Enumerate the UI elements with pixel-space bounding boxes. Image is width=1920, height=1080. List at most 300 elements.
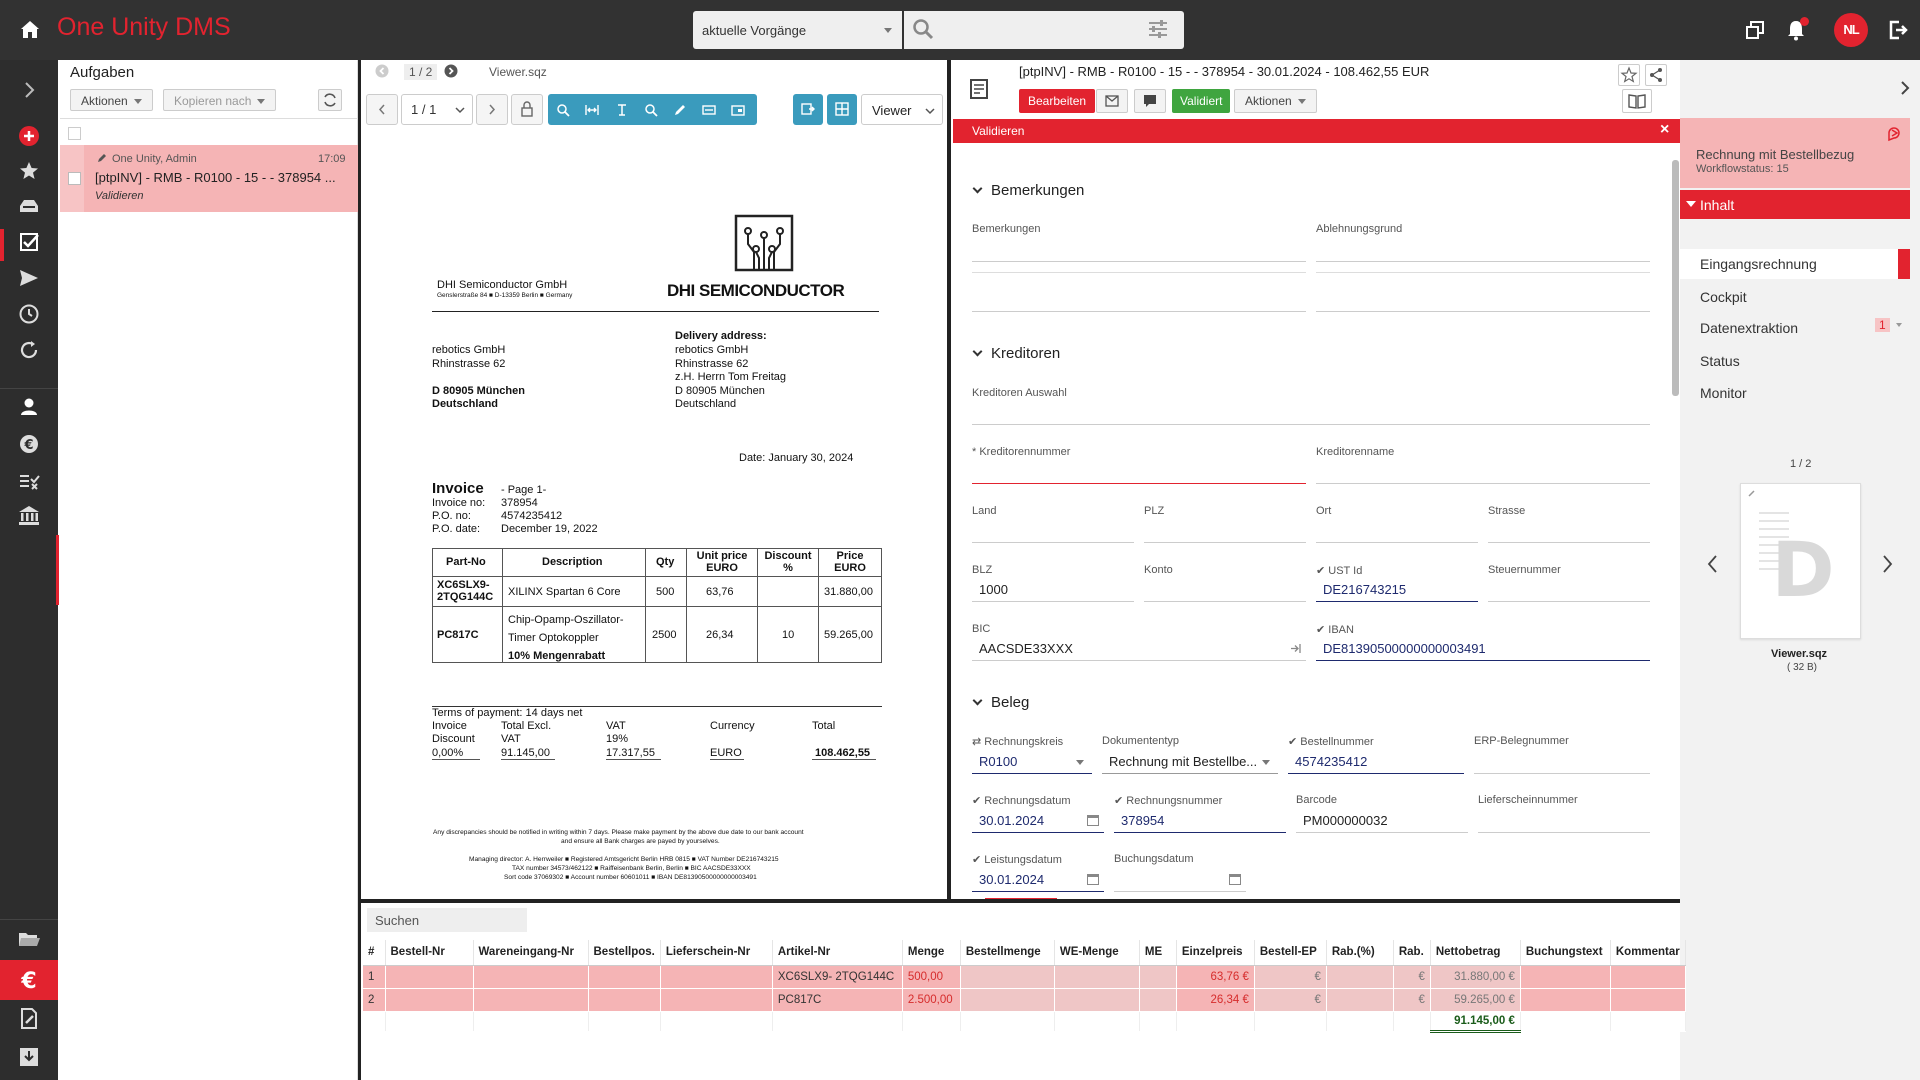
- doc-terms-value: 91.145,00: [501, 747, 550, 759]
- windows-icon[interactable]: [1745, 20, 1765, 40]
- rechnungsnummer-input[interactable]: 378954: [1114, 809, 1286, 833]
- sum-cell: [772, 1011, 902, 1031]
- label-rechnungskreis: ⇄ Rechnungskreis: [972, 736, 1064, 748]
- prev-document-icon[interactable]: [375, 64, 389, 78]
- book-icon[interactable]: [1622, 89, 1652, 113]
- rechnungskreis-select[interactable]: [972, 750, 1092, 774]
- section-creditors[interactable]: [972, 345, 1060, 362]
- steuernummer-input[interactable]: [1488, 578, 1650, 602]
- cell-buchungstext[interactable]: [1520, 988, 1610, 1011]
- workflow-status: Workflowstatus: 15: [1696, 163, 1789, 175]
- doc-table-rule: [686, 548, 687, 663]
- chevron-down-icon: [134, 99, 142, 104]
- cell-nettobetrag[interactable]: 59.265,00 €: [1430, 988, 1520, 1011]
- iban-input[interactable]: DE81390500000000003491: [1316, 637, 1650, 661]
- attachment-thumbnail[interactable]: [1740, 483, 1861, 639]
- lieferscheinnummer-input[interactable]: [1478, 809, 1650, 833]
- tasks-panel: [60, 60, 358, 1080]
- rp-item-monitor[interactable]: Monitor: [1700, 385, 1747, 401]
- col-header[interactable]: Buchungstext: [1520, 940, 1610, 965]
- section-receipt-label: Beleg: [991, 694, 1030, 711]
- doc-footer: TAX number 34573/462122 ■ Raiffeisenbank Berlin, Berlin ■ BIC AACSDE33XXX: [512, 865, 751, 872]
- doc-table-rule: [818, 548, 819, 663]
- section-remarks[interactable]: [972, 182, 1084, 199]
- comment-button[interactable]: [1134, 89, 1166, 113]
- logout-icon[interactable]: [1888, 20, 1908, 40]
- cell-buchungstext[interactable]: [1520, 965, 1610, 988]
- cell-bestellmenge[interactable]: [960, 988, 1054, 1011]
- sum-row: [363, 1011, 1685, 1031]
- col-header[interactable]: Rab.: [1393, 940, 1430, 965]
- scan-icon: [801, 102, 815, 116]
- label-leistungsdatum-text: Leistungsdatum: [984, 854, 1062, 866]
- chevron-down-icon: [454, 105, 466, 115]
- vorgang-select[interactable]: [693, 11, 902, 49]
- line-items-header-row: [363, 940, 1685, 965]
- bemerkungen-input[interactable]: [972, 238, 1306, 262]
- cell-lieferschein-nr[interactable]: [660, 965, 772, 988]
- doc-table-rule: [645, 548, 646, 663]
- col-header[interactable]: WE-Menge: [1054, 940, 1139, 965]
- doc-delivery-line: rebotics GmbH: [675, 344, 749, 356]
- cell-lieferschein-nr[interactable]: [660, 988, 772, 1011]
- attachment-pager: 1 / 2: [1790, 458, 1812, 470]
- label-buchungsdatum: Buchungsdatum: [1114, 853, 1194, 865]
- chevron-down-icon: [973, 696, 983, 706]
- col-header[interactable]: ME: [1139, 940, 1176, 965]
- doc-delivery-line: D 80905 München: [675, 385, 765, 397]
- doc-cell-disc: 10: [782, 629, 795, 641]
- doc-table-rule: [757, 548, 758, 663]
- inbox-tray-icon[interactable]: [16, 193, 42, 219]
- doc-table-rule: [432, 606, 882, 607]
- cell-bestellpos[interactable]: [588, 965, 660, 988]
- bank-icon[interactable]: [16, 503, 42, 529]
- viewer-mode-value: Viewer: [872, 103, 912, 118]
- viewer-filename: Viewer.sqz: [489, 65, 547, 79]
- doc-cell-qty: 500: [656, 586, 675, 598]
- label-erp-belegnummer: ERP-Belegnummer: [1474, 735, 1569, 747]
- col-header[interactable]: Menge: [902, 940, 960, 965]
- select-all-checkbox[interactable]: [68, 127, 81, 140]
- chevron-down-icon: [257, 99, 265, 104]
- doc-meta-value: 4574235412: [501, 510, 563, 522]
- document-edit-icon[interactable]: [16, 1006, 42, 1032]
- barcode-input[interactable]: PM000000032: [1296, 809, 1468, 833]
- col-header[interactable]: Bestellpos.: [588, 940, 660, 965]
- form-scrollbar[interactable]: [1672, 160, 1679, 396]
- label-dokumententyp: Dokumententyp: [1102, 735, 1180, 747]
- cell-kommentar[interactable]: [1610, 965, 1685, 988]
- label-konto: Konto: [1144, 564, 1173, 576]
- doc-logo-text: DHI SEMICONDUCTOR: [667, 281, 845, 300]
- task-title: [ptpINV] - RMB - R0100 - 15 - - 378954 ...: [95, 170, 336, 185]
- rechnungsdatum-input[interactable]: 30.01.2024: [972, 809, 1104, 833]
- tasks-title: Aufgaben: [70, 64, 135, 81]
- ust-id-input[interactable]: DE216743215: [1316, 578, 1478, 602]
- doc-underline: [710, 759, 744, 760]
- chevron-right-icon: [477, 95, 507, 124]
- line-items-search-input[interactable]: Suchen: [367, 908, 527, 932]
- share-icon[interactable]: [1645, 64, 1667, 86]
- annotate-pen-icon[interactable]: [673, 103, 687, 117]
- doc-meta-label: P.O. date:: [432, 523, 481, 535]
- land-input[interactable]: [972, 519, 1134, 543]
- rp-item-datenextraktion[interactable]: Datenextraktion: [1700, 320, 1799, 336]
- ort-input[interactable]: [1316, 519, 1478, 543]
- section-creditors-label: Kreditoren: [991, 345, 1061, 362]
- panel-divider[interactable]: [358, 899, 1680, 903]
- folder-open-icon[interactable]: [16, 926, 42, 952]
- doc-cell-desc2: 10% Mengenrabatt: [508, 650, 606, 662]
- cell-bestellmenge[interactable]: [960, 965, 1054, 988]
- label-rechnungsdatum-text: Rechnungsdatum: [984, 795, 1071, 807]
- sum-cell: [1393, 1011, 1430, 1031]
- doc-cell-price: 31.880,00: [824, 586, 873, 598]
- doc-page-label: - Page 1-: [501, 484, 547, 496]
- sum-cell: [1610, 1011, 1685, 1031]
- cell-we-menge[interactable]: [1054, 965, 1139, 988]
- doc-terms-header: VAT 19%: [606, 720, 629, 745]
- star-icon[interactable]: [16, 158, 42, 184]
- svg-text:€: €: [21, 969, 37, 993]
- sum-cell: [363, 1011, 385, 1031]
- bestellnummer-input[interactable]: 4574235412: [1288, 750, 1464, 774]
- col-header[interactable]: Nettobetrag: [1430, 940, 1520, 965]
- viewer-ocr-button[interactable]: [793, 94, 823, 125]
- col-header[interactable]: Bestellmenge: [960, 940, 1054, 965]
- workflow-icon[interactable]: [1885, 124, 1903, 142]
- cell-menge[interactable]: 2.500,00: [902, 988, 960, 1011]
- label-kreditoren-auswahl: Kreditoren Auswahl: [972, 387, 1067, 399]
- mail-reject-button[interactable]: [1096, 89, 1128, 113]
- doc-underline: [812, 759, 876, 760]
- viewer-lock-button[interactable]: [511, 94, 543, 125]
- sum-cell: [1054, 1011, 1139, 1031]
- label-bestellnummer: ✔ Bestellnummer: [1288, 736, 1374, 748]
- label-lieferscheinnummer: Lieferscheinnummer: [1478, 794, 1578, 806]
- col-header[interactable]: Wareneingang-Nr: [473, 940, 588, 965]
- chevron-right-icon[interactable]: [1880, 553, 1894, 575]
- cell-bestell-ep[interactable]: €: [1254, 988, 1326, 1011]
- doc-cell-part: PC817C: [437, 629, 479, 641]
- kreditorenname-input[interactable]: [1316, 460, 1650, 484]
- section-receipt[interactable]: [972, 694, 1029, 711]
- rp-item-status[interactable]: Status: [1700, 353, 1740, 369]
- col-header[interactable]: Artikel-Nr: [772, 940, 902, 965]
- doc-terms-header: Total: [812, 720, 836, 732]
- home-icon[interactable]: [18, 18, 42, 42]
- col-header[interactable]: Bestell-EP: [1254, 940, 1326, 965]
- doc-delivery-line: Deutschland: [675, 398, 737, 410]
- cell-kommentar[interactable]: [1610, 988, 1685, 1011]
- chevron-down-icon: [973, 347, 983, 357]
- table-row[interactable]: [363, 965, 1685, 988]
- doc-table-rule: [502, 548, 503, 663]
- doc-th: Qty: [656, 556, 675, 568]
- kreditoren-auswahl-input[interactable]: [972, 401, 1650, 425]
- sum-cell: [960, 1011, 1054, 1031]
- cell-rab[interactable]: €: [1393, 965, 1430, 988]
- col-header[interactable]: Lieferschein-Nr: [660, 940, 772, 965]
- cell-rab-percent[interactable]: [1326, 965, 1393, 988]
- calendar-icon[interactable]: [1087, 815, 1099, 826]
- tasks-refresh-button[interactable]: [318, 89, 342, 111]
- doc-recipient-line: rebotics GmbH: [432, 344, 506, 356]
- label-iban: ✔ IBAN: [1316, 624, 1354, 636]
- doc-sender-address: Genslerstraße 84 ■ D-13359 Berlin ■ Germany: [437, 292, 573, 299]
- nav-separator: [0, 919, 58, 920]
- grid-icon: [835, 102, 849, 116]
- rp-item-eingangsrechnung[interactable]: Eingangsrechnung: [1700, 256, 1817, 272]
- kreditorennummer-input[interactable]: [972, 460, 1306, 484]
- cell-artikel-nr[interactable]: XC6SLX9- 2TQG144C: [772, 965, 902, 988]
- col-header[interactable]: Bestell-Nr: [385, 940, 473, 965]
- cell-me[interactable]: [1139, 965, 1176, 988]
- doc-underline: [606, 759, 661, 760]
- col-header[interactable]: Kommentar: [1610, 940, 1685, 965]
- cell-artikel-nr[interactable]: PC817C: [772, 988, 902, 1011]
- viewer-next-page-button[interactable]: [476, 94, 508, 125]
- chevron-down-icon: [1076, 760, 1084, 765]
- label-kreditorenname: Kreditorenname: [1316, 446, 1395, 458]
- doc-invoice-heading: Invoice: [432, 480, 484, 497]
- label-ort: Ort: [1316, 505, 1332, 517]
- label-plz: PLZ: [1144, 505, 1165, 517]
- viewer-grid-button[interactable]: [827, 94, 857, 125]
- tasks-actions-button[interactable]: [70, 89, 153, 111]
- fit-width-icon[interactable]: [585, 103, 599, 117]
- viewer-prev-page-button[interactable]: [366, 94, 398, 125]
- doc-cell-qty: 2500: [652, 629, 677, 641]
- doc-terms-header: Currency: [710, 720, 755, 732]
- label-rechnungsdatum: ✔ Rechnungsdatum: [972, 795, 1071, 807]
- tasks-actions-label: Aktionen: [81, 94, 128, 108]
- ablehnungsgrund-textarea[interactable]: [1316, 272, 1650, 312]
- sum-cell: [1326, 1011, 1393, 1031]
- label-ust-id-text: UST Id: [1328, 565, 1363, 577]
- svg-text:D: D: [1771, 525, 1835, 614]
- col-header[interactable]: Rab.(%): [1326, 940, 1393, 965]
- zoom-icon[interactable]: [556, 103, 570, 117]
- doc-terms-value: 0,00%: [432, 747, 464, 759]
- nav-separator: [0, 388, 58, 389]
- collapse-chevron-icon[interactable]: [1898, 80, 1912, 96]
- expand-chevron-icon[interactable]: [16, 77, 42, 103]
- label-steuernummer: Steuernummer: [1488, 564, 1561, 576]
- doc-recipient-line: Deutschland: [432, 398, 499, 410]
- table-row[interactable]: [363, 988, 1685, 1011]
- doc-date: Date: January 30, 2024: [739, 452, 854, 464]
- close-icon[interactable]: ×: [1660, 121, 1670, 138]
- comment-icon: [1135, 91, 1165, 111]
- euro-icon[interactable]: [16, 431, 42, 457]
- cell-rab[interactable]: €: [1393, 988, 1430, 1011]
- label-leistungsdatum: ✔ Leistungsdatum: [972, 854, 1062, 866]
- doc-delivery-label: Delivery address:: [675, 330, 767, 342]
- bemerkungen-textarea[interactable]: [972, 272, 1306, 312]
- search-icon[interactable]: [912, 18, 934, 40]
- chevron-down-icon: [924, 106, 936, 116]
- euro-active-icon[interactable]: [16, 967, 42, 993]
- copy-to-button[interactable]: [163, 89, 276, 111]
- cell-index: 2: [363, 988, 385, 1011]
- checklist-icon[interactable]: [16, 468, 42, 494]
- form-actions-label: Aktionen: [1245, 94, 1292, 108]
- doc-table-rule: [432, 576, 882, 577]
- doc-th: Price EURO: [834, 550, 866, 574]
- bic-input[interactable]: AACSDE33XXX: [972, 637, 1306, 661]
- doc-cell-unit: 63,76: [706, 586, 734, 598]
- search-in-document-icon[interactable]: [644, 103, 658, 117]
- cell-menge[interactable]: 500,00: [902, 965, 960, 988]
- text-select-icon[interactable]: [615, 103, 629, 117]
- erp-belegnummer-input[interactable]: [1474, 750, 1650, 774]
- stamp-icon[interactable]: [731, 103, 745, 117]
- sync-icon: [319, 90, 341, 110]
- validate-bar: [953, 119, 1680, 143]
- page-select-value: 1 / 1: [411, 102, 437, 117]
- edit-button[interactable]: Bearbeiten: [1019, 89, 1095, 113]
- global-search-input[interactable]: [904, 11, 1184, 49]
- buchungsdatum-input[interactable]: [1114, 868, 1246, 892]
- doc-terms-value: 17.317,55: [606, 747, 655, 759]
- sum-cell: [1176, 1011, 1254, 1031]
- doc-cell-desc: XILINX Spartan 6 Core: [508, 586, 621, 598]
- col-header[interactable]: #: [363, 940, 385, 965]
- doc-terms-header: Invoice Discount: [432, 720, 475, 745]
- nav-active-indicator: [0, 229, 4, 261]
- leistungsdatum-input[interactable]: 30.01.2024: [972, 868, 1104, 892]
- ablehnungsgrund-input[interactable]: [1316, 238, 1650, 262]
- doc-underline: [432, 759, 480, 760]
- label-land: Land: [972, 505, 997, 517]
- konto-input[interactable]: [1144, 578, 1306, 602]
- strasse-input[interactable]: [1488, 519, 1650, 543]
- label-rechnungsnummer: ✔ Rechnungsnummer: [1114, 795, 1223, 807]
- rechnungskreis-value: R0100: [979, 754, 1018, 769]
- chevron-down-icon: [884, 28, 892, 33]
- cell-we-menge[interactable]: [1054, 988, 1139, 1011]
- cell-wareneingang-nr[interactable]: [473, 988, 588, 1011]
- filter-sliders-icon[interactable]: [1147, 18, 1169, 40]
- doc-cell-part: XC6SLX9-2TQG144C: [437, 579, 494, 603]
- doc-footer: and ensure all Bank charges are payed by yourselves.: [561, 838, 720, 845]
- label-blz: BLZ: [972, 564, 993, 576]
- task-user: One Unity, Admin: [112, 153, 197, 165]
- mail-close-icon: [1097, 91, 1127, 111]
- task-checkbox[interactable]: [68, 172, 81, 185]
- workflow-title: Rechnung mit Bestellbezug: [1696, 147, 1855, 162]
- download-box-icon[interactable]: [16, 1044, 42, 1070]
- chevron-down-icon: [1262, 760, 1270, 765]
- clock-icon[interactable]: [16, 301, 42, 327]
- pencil-icon: [97, 153, 107, 163]
- plz-input[interactable]: [1144, 519, 1306, 543]
- attachment-name: Viewer.sqz: [1771, 648, 1828, 660]
- cell-nettobetrag[interactable]: 31.880,00 €: [1430, 965, 1520, 988]
- net-total: 91.145,00 €: [1430, 1011, 1520, 1031]
- col-header[interactable]: Einzelpreis: [1176, 940, 1254, 965]
- label-rechnungskreis-text: Rechnungskreis: [984, 736, 1064, 748]
- viewer-page-select[interactable]: [401, 94, 473, 125]
- redact-icon[interactable]: [702, 103, 716, 117]
- doc-th: Part-No: [446, 556, 486, 568]
- favorite-star-icon[interactable]: [1618, 64, 1640, 86]
- cell-wareneingang-nr[interactable]: [473, 965, 588, 988]
- calendar-icon[interactable]: [1087, 874, 1099, 885]
- doc-footer: Managing director: A. Herrweiler ■ Registered Amtsgericht Berlin HRB 0815 ■ VAT Number DE216743215: [469, 856, 779, 863]
- doc-meta-label: P.O. no:: [432, 510, 471, 522]
- cell-me[interactable]: [1139, 988, 1176, 1011]
- doc-meta-value: December 19, 2022: [501, 523, 598, 535]
- rp-item-active-indicator: [1898, 249, 1910, 279]
- add-circle-icon[interactable]: [16, 123, 42, 149]
- cell-bestell-nr[interactable]: [385, 988, 473, 1011]
- blz-input[interactable]: 1000: [972, 578, 1134, 602]
- send-icon[interactable]: [16, 265, 42, 291]
- label-kreditorennummer-text: Kreditorennummer: [979, 446, 1071, 458]
- cell-einzelpreis[interactable]: 63,76 €: [1176, 965, 1254, 988]
- cell-bestell-nr[interactable]: [385, 965, 473, 988]
- cell-einzelpreis[interactable]: 26,34 €: [1176, 988, 1254, 1011]
- sum-cell: [660, 1011, 772, 1031]
- rp-item-cockpit[interactable]: Cockpit: [1700, 289, 1747, 305]
- doc-delivery-line: z.H. Herrn Tom Freitag: [675, 371, 787, 383]
- user-icon[interactable]: [16, 394, 42, 420]
- transfer-icon[interactable]: [1289, 642, 1302, 655]
- validated-button[interactable]: Validiert: [1172, 89, 1230, 113]
- chevron-down-icon: [1298, 99, 1306, 104]
- notification-dot: [1800, 17, 1809, 26]
- caret-down-icon[interactable]: [1896, 323, 1902, 327]
- doc-terms-header: Total Excl. VAT: [501, 720, 552, 745]
- doc-delivery-line: Rhinstrasse 62: [675, 358, 749, 370]
- calendar-icon[interactable]: [1229, 874, 1241, 885]
- label-ablehnungsgrund: Ablehnungsgrund: [1316, 223, 1403, 235]
- doc-recipient-line: Rhinstrasse 62: [432, 358, 506, 370]
- task-time: 17:09: [318, 153, 346, 165]
- tasks-divider: [60, 118, 358, 119]
- svg-text:€: €: [24, 438, 34, 453]
- line-items-table: [363, 940, 1686, 1033]
- refresh-icon[interactable]: [16, 337, 42, 363]
- sum-cell: [588, 1011, 660, 1031]
- sum-cell: [1520, 1011, 1610, 1031]
- attachment-size: ( 32 B): [1787, 662, 1818, 673]
- user-avatar[interactable]: NL: [1834, 13, 1868, 47]
- label-ust-id: ✔ UST Id: [1316, 565, 1363, 577]
- cell-bestellpos[interactable]: [588, 988, 660, 1011]
- chevron-left-icon[interactable]: [1706, 553, 1720, 575]
- viewer-mode-select[interactable]: [861, 94, 943, 125]
- doc-sender-name: DHI Semiconductor GmbH: [437, 279, 568, 291]
- validate-bar-label: Validieren: [972, 124, 1025, 138]
- tasks-checkbox-icon[interactable]: [16, 229, 42, 255]
- doc-recipient-line: D 80905 München: [432, 385, 525, 397]
- doc-meta-label: Invoice no:: [432, 497, 486, 509]
- next-document-icon[interactable]: [444, 64, 458, 78]
- form-actions-button[interactable]: [1234, 89, 1317, 113]
- chevron-left-icon: [367, 95, 397, 124]
- label-barcode: Barcode: [1296, 794, 1337, 806]
- doc-terms-value: EURO: [710, 747, 742, 759]
- cell-bestell-ep[interactable]: €: [1254, 965, 1326, 988]
- cell-rab-percent[interactable]: [1326, 988, 1393, 1011]
- lock-icon: [512, 95, 542, 124]
- cell-index: 1: [363, 965, 385, 988]
- dokumententyp-select[interactable]: [1102, 750, 1278, 774]
